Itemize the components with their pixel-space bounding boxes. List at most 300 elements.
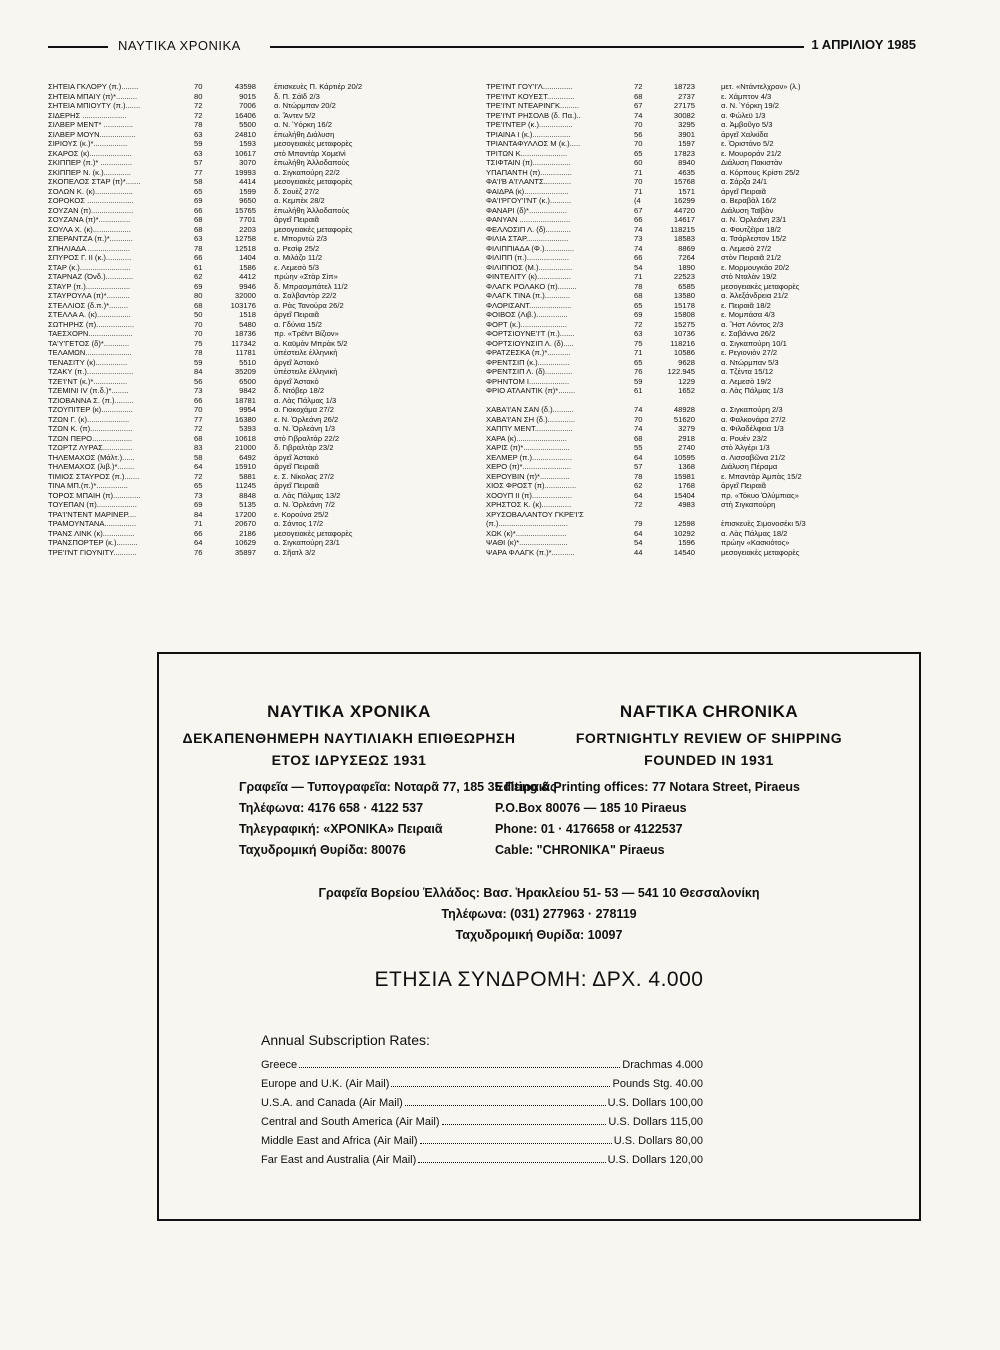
ship-name: ΤΡΕ'Ι'ΝΤ ΡΗΣΟΛΒ (δ. Πα.).. (486, 110, 581, 120)
ship-year: 60 (634, 158, 643, 167)
ship-status: α. Ρὰς Τανούρα 26/2 (274, 300, 344, 310)
ship-status: ἀργεῖ Πειραιᾶ (274, 481, 320, 490)
ship-year: 63 (634, 329, 643, 338)
ship-year: 61 (634, 386, 643, 395)
ship-status: α. Φιλαδέλφεια 1/3 (721, 424, 784, 433)
ship-row (48, 177, 460, 187)
ship-row (486, 215, 906, 225)
ship-status: ε. Μπαντὰρ Ἀμπὰς 15/2 (721, 471, 802, 481)
ship-name: ΦΙΝΤΕΛΙΤΥ (κ)................ (486, 272, 571, 281)
rate-row (261, 1056, 703, 1071)
ship-name: ΦΟΡΤΣΙΟΥΝΣΙΠ Λ. (δ)..... (486, 338, 574, 348)
gr-title: ΝΑΥΤΙΚΑ ΧΡΟΝΙΚΑ (267, 702, 431, 721)
ship-name: ΦΑΝΑΡΙ (δ)*.................. (486, 205, 567, 215)
ship-year: 80 (194, 291, 203, 300)
ship-tonnage: 10618 (234, 433, 256, 443)
ship-tonnage: 9842 (239, 386, 256, 395)
ship-year: 55 (634, 443, 643, 452)
ship-year: 58 (194, 177, 203, 186)
ship-status: στὸ Γιβραλτὰρ 22/2 (274, 433, 340, 443)
ship-name: ΦΕΛΛΟΣΙΠ Λ. (δ)............ (486, 224, 571, 234)
ship-year: 44 (634, 547, 643, 557)
ship-row (486, 491, 906, 501)
ship-name: ΣΟΡΟΚΟΣ ...................... (48, 196, 134, 205)
ship-year: 77 (194, 414, 203, 424)
ship-status: α. Σιγκαπούρη 10/1 (721, 338, 787, 348)
ship-year: 63 (194, 129, 203, 139)
ship-tonnage: 12518 (234, 243, 256, 253)
ship-tonnage: 1890 (678, 262, 695, 272)
ship-name: ΥΠΑΠΑΝΤΗ (π)............... (486, 167, 572, 177)
ship-name: ΦΑ'Ι'ΡΓΟΥ'Ι'ΝΤ (κ.).......... (486, 196, 572, 205)
ship-tonnage: 117342 (231, 338, 256, 348)
ship-status: πρ. «Τόκυο Ὀλύμπιας» (721, 490, 799, 500)
ship-tonnage: 3295 (678, 120, 695, 129)
ship-row (486, 291, 906, 301)
ship-row (486, 386, 906, 396)
header-rule-right (270, 46, 804, 48)
ship-list-right (486, 82, 906, 557)
ship-row (48, 92, 460, 102)
ship-status: μεσογειακὲς μεταφορὲς (274, 177, 353, 186)
ship-year: 66 (634, 215, 643, 224)
gr-offices: Γραφεῖα — Τυπογραφεῖα: Νοταρᾶ 77, 185 35 Πειραιᾶς (239, 780, 557, 794)
ship-tonnage: 30082 (673, 110, 695, 120)
ship-row (486, 529, 906, 539)
ship-year: 68 (634, 91, 643, 101)
ship-status: ε. Σ. Νίκολας 27/2 (274, 471, 335, 481)
ship-tonnage: 5510 (239, 357, 256, 367)
ship-name: ΤΖΩΝ ΠΕΡΟ................... (48, 433, 133, 443)
ship-year: 65 (194, 481, 203, 490)
ship-tonnage: 103176 (230, 300, 256, 310)
ship-name: ΦΛΟΡΙΣΑΝΤ.................... (486, 300, 572, 310)
ship-year: 78 (194, 243, 203, 253)
ship-tonnage: 18781 (234, 395, 256, 405)
ship-year: 67 (634, 101, 643, 110)
ship-year: 68 (194, 215, 203, 224)
ship-name: ΦΡΑΤΖΕΣΚΑ (π.)*........... (486, 348, 571, 357)
ship-row (486, 139, 906, 149)
gr-founded: ΕΤΟΣ ΙΔΡΥΣΕΩΣ 1931 (271, 752, 427, 768)
ship-status: ε. Ὀριστάνο 5/2 (721, 139, 774, 148)
ship-name: ΤΙΝΑ ΜΠ.(π.)*............... (48, 481, 128, 490)
ship-name: ΦΡΕΝΤΣΙΠ (κ.)............... (486, 357, 570, 367)
ship-row (486, 92, 906, 102)
ship-status: στὸν Πειραιᾶ 21/2 (721, 253, 782, 262)
ship-status: α. Ντώρμπαν 5/3 (721, 357, 779, 367)
north-phones: Τηλέφωνα: (031) 277963 · 278119 (441, 907, 637, 921)
ship-status: ε. Χάμπτον 4/3 (721, 91, 772, 101)
ship-row (486, 149, 906, 159)
ship-name: ΤΖΩΝ Γ. (κ).................... (48, 414, 130, 424)
ship-year: 83 (194, 443, 203, 452)
ship-tonnage: 6585 (678, 281, 695, 291)
ship-tonnage: 19993 (234, 167, 256, 177)
ship-name: ΤΖΩΡΤΖ ΛΥΡΑΣ.............. (48, 443, 133, 452)
ship-tonnage: 118215 (670, 224, 695, 234)
ship-name: ΤΟΥΕΠΑΝ (π)................... (48, 500, 137, 509)
ship-tonnage: 8869 (678, 243, 695, 253)
ship-row (48, 453, 460, 463)
ship-tonnage: 3901 (678, 129, 695, 139)
ship-name: ΤΡΙΑΙΝΑ Ι (κ.).................. (486, 129, 571, 139)
ship-name: ΤΖΕΜΙΝΙ ΙV (π.δ.)*........ (48, 386, 129, 395)
ship-name: ΤΣΙΦΤΑΙΝ (π).................. (486, 158, 571, 167)
ship-row (486, 510, 906, 520)
ship-status: πρώην «Στὰρ Σὶπ» (274, 272, 338, 281)
ship-year: 75 (634, 338, 643, 348)
ship-row (486, 434, 906, 444)
ship-name: ΤΡΕ'Ι'ΝΤΕΡ (κ.)................ (486, 120, 573, 129)
ship-year: 63 (194, 234, 203, 243)
ship-year: 72 (634, 500, 643, 509)
ship-year: 56 (634, 129, 643, 139)
ship-tonnage: 8940 (678, 158, 695, 167)
ship-year: 75 (194, 338, 203, 348)
ship-tonnage: 27175 (673, 101, 695, 110)
ship-status: α. Φαλκονάρα 27/2 (721, 414, 786, 424)
ship-tonnage: 4983 (678, 500, 695, 509)
ship-tonnage: 14617 (673, 215, 695, 224)
ship-name: ΣΟΛΩΝ Κ. (κ).................. (48, 186, 133, 196)
ship-row (486, 120, 906, 130)
ship-tonnage: 9650 (239, 196, 256, 205)
ship-status: α. Τζέντα 15/12 (721, 367, 774, 376)
ship-name: ΣΚΙΠΠΕΡ Ν. (κ.)............. (48, 167, 132, 177)
ship-status: α. Ἄντεν 5/2 (274, 110, 316, 120)
ship-status: δ. Μπρασμπάτελ 11/2 (274, 281, 348, 291)
ship-tonnage: 15808 (673, 310, 695, 319)
gr-pobox: Ταχυδρομική Θυρίδα: 80076 (239, 843, 406, 857)
ship-name: ΤΗΛΕΜΑΧΟΣ (λιβ.)*........ (48, 462, 135, 471)
ship-status: α. Λὰς Πάλμας 13/2 (274, 490, 341, 500)
ship-name: ΤΖΕ'Ι'ΝΤ (κ.)*................ (48, 376, 128, 386)
ship-year: 74 (634, 424, 643, 433)
ship-name: ΣΗΤΕΙΑ ΜΠΙΟΥΤΥ (π.)....... (48, 101, 141, 110)
ship-tonnage: 1571 (678, 186, 695, 196)
ship-tonnage: 24810 (234, 129, 256, 139)
ship-name: ΤΑΕΣΧΟΡΝ..................... (48, 329, 133, 338)
ship-year: 72 (194, 471, 203, 481)
ship-status: α. Φουτζέϊρα 18/2 (721, 224, 781, 234)
ship-name: ΤΡΑ'Ι'ΝΤΕΝΤ ΜΑΡΙΝΕΡ.... (48, 509, 137, 519)
ship-tonnage: 15178 (673, 300, 695, 310)
rate-price: U.S. Dollars 100,00 (607, 1097, 703, 1109)
ship-status: ἀργεῖ Πειραιᾶ (274, 462, 320, 471)
ship-row (48, 263, 460, 273)
ship-year: 57 (634, 462, 643, 471)
ship-year: 67 (634, 205, 643, 215)
ship-name: ΣΠΥΡΟΣ Γ. ΙΙ (κ.)............ (48, 253, 132, 262)
ship-status: ε. Κορούνα 25/2 (274, 509, 329, 519)
ship-status: α. Λεμεσὸ 19/2 (721, 376, 772, 386)
ship-year: 71 (634, 348, 643, 357)
ship-year: 64 (634, 528, 643, 538)
header-title: ΝΑΥΤΙΚΑ ΧΡΟΝΙΚΑ (118, 38, 241, 53)
ship-year: 74 (634, 110, 643, 120)
ship-row (48, 215, 460, 225)
ship-row (48, 462, 460, 472)
ship-tonnage: 1404 (239, 253, 256, 262)
ship-status: στὸ Νταλὰν 19/2 (721, 272, 777, 281)
page-header (48, 36, 916, 56)
ship-row (48, 149, 460, 159)
ship-row (48, 529, 460, 539)
ship-name: ΤΡΕ'Ι'ΝΤ ΚΟΥΕΣΤ............. (486, 91, 575, 101)
ship-tonnage: 15768 (673, 177, 695, 186)
ship-tonnage: 16406 (234, 110, 256, 120)
ship-status: α. Λὰς Πάλμας 1/3 (274, 395, 337, 405)
ship-row (48, 538, 460, 548)
ship-status: ἐπισκευὲς Π. Κάρτιέρ 20/2 (274, 82, 363, 91)
ship-status: α. Ρεσὶφ 25/2 (274, 243, 320, 253)
ship-name: ΣΗΤΕΙΑ ΜΠΑΙΥ (π)*.......... (48, 91, 138, 101)
ship-row (486, 310, 906, 320)
ship-status: ε. Ρεγιονιὸν 27/2 (721, 348, 778, 357)
ship-name: ΤΙΜΙΟΣ ΣΤΑΥΡΟΣ (π.)....... (48, 471, 140, 481)
ship-year: 70 (634, 120, 643, 129)
ship-year: 66 (634, 253, 643, 262)
ship-row (486, 111, 906, 121)
ship-year: 66 (194, 528, 203, 538)
gr-subtitle: ΔΕΚΑΠΕΝΘΗΜΕΡΗ ΝΑΥΤΙΛΙΑΚΗ ΕΠΙΘΕΩΡΗΣΗ (182, 730, 516, 746)
ship-tonnage: 3070 (239, 158, 256, 167)
ship-row (48, 225, 460, 235)
ship-tonnage: 10586 (673, 348, 695, 357)
ship-row (486, 282, 906, 292)
ship-status: μεσογειακὲς μεταφορὲς (721, 281, 800, 291)
ship-row (48, 424, 460, 434)
ship-tonnage: 22523 (673, 272, 695, 281)
ship-tonnage: 15910 (234, 462, 256, 471)
ship-year: 70 (634, 177, 643, 186)
ship-tonnage: 15404 (673, 490, 695, 500)
ship-tonnage: 18583 (673, 234, 695, 243)
ship-status: στὸ Ἀλγέρι 1/3 (721, 443, 770, 452)
ship-year: 61 (194, 262, 203, 272)
ship-row (48, 196, 460, 206)
ship-row (48, 139, 460, 149)
ship-year: 64 (194, 538, 203, 547)
ship-row (48, 253, 460, 263)
ship-name: ΦΡΙΟ ΑΤΛΑΝΤΙΚ (π)*........ (486, 386, 576, 395)
ship-year: 69 (194, 500, 203, 509)
ship-name: ΣΗΤΕΙΑ ΓΚΛΟΡΥ (π.)........ (48, 82, 139, 91)
ship-name: ΣΠΕΡΑΝΤΖΑ (π.)*........... (48, 234, 133, 243)
ship-year: 59 (194, 139, 203, 148)
ship-tonnage: 4412 (239, 272, 256, 281)
rate-leader-dots (391, 1086, 610, 1087)
ship-name: ΤΕΝΑΣΙΤΥ (κ)............... (48, 357, 128, 367)
ship-row (48, 234, 460, 244)
ship-year: 80 (194, 91, 203, 101)
ship-row (48, 396, 460, 406)
ship-tonnage: 7006 (239, 101, 256, 110)
ship-name: ΧΕΡΟΥΒΙΝ (π)*.............. (486, 471, 570, 481)
ship-tonnage: 20670 (234, 519, 256, 528)
ship-tonnage: 9946 (239, 281, 256, 291)
ship-tonnage: 17823 (673, 148, 695, 158)
rate-region: Middle East and Africa (Air Mail) (261, 1135, 418, 1147)
rate-leader-dots (405, 1105, 606, 1106)
ship-tonnage: 1599 (239, 186, 256, 196)
ship-year: 58 (194, 452, 203, 462)
ship-status: δ. Ντόβερ 18/2 (274, 386, 325, 395)
ship-year: 72 (634, 82, 643, 91)
header-date: 1 ΑΠΡΙΛΙΟΥ 1985 (811, 37, 916, 52)
ship-name: ΣΙΔΕΡΗΣ ..................... (48, 110, 127, 120)
ship-status: ἀργεῖ Ἀστακὸ (274, 376, 319, 386)
rate-price: Drachmas 4.000 (622, 1059, 703, 1071)
ship-name: ΦΡΕΝΤΣΙΠ Λ. (δ)............. (486, 367, 573, 376)
ship-status: α. Σάντος 17/2 (274, 519, 324, 528)
ship-status: μεσογειακὲς μεταφορὲς (274, 139, 353, 148)
ship-row (48, 405, 460, 415)
ship-tonnage: 5393 (239, 424, 256, 433)
ship-year: 78 (194, 348, 203, 357)
ship-name: ΦΙΛΙΠΠ (π.).................... (486, 253, 570, 262)
ship-name: ΤΡΕ'Ι'ΝΤ ΓΙΟΥΝΙΤΥ........... (48, 547, 137, 557)
ship-tonnage: 10595 (673, 452, 695, 462)
ship-tonnage: 1229 (678, 376, 695, 386)
ship-tonnage: 6500 (239, 376, 256, 386)
ship-status: ἀργεῖ Χαλκίδα (721, 129, 769, 139)
ship-tonnage: 9954 (239, 405, 256, 414)
ship-year: 69 (634, 310, 643, 319)
en-subtitle: FORTNIGHTLY REVIEW OF SHIPPING (575, 730, 843, 746)
ship-tonnage: 21000 (234, 443, 256, 452)
ship-name: ΤΟΡΟΣ ΜΠΑΙΗ (π)............. (48, 490, 141, 500)
ship-row (48, 282, 460, 292)
ship-year: 84 (194, 367, 203, 376)
ship-tonnage: 15981 (673, 471, 695, 481)
ship-row (48, 130, 460, 140)
ship-tonnage: 5500 (239, 120, 256, 129)
ship-tonnage: 10617 (234, 148, 256, 158)
ship-status: ε. Πειραιᾶ 18/2 (721, 300, 771, 310)
ship-row (48, 415, 460, 425)
ship-name: ΣΙΛΒΕΡ ΜΕΝΤ* .............. (48, 120, 134, 129)
ship-name: ΣΠΗΛΙΑΔΑ .................... (48, 243, 130, 253)
rate-region: Central and South America (Air Mail) (261, 1116, 440, 1128)
ship-status: α. Καϋμὰν Μπρὰκ 5/2 (274, 338, 348, 348)
ship-row (48, 519, 460, 529)
ship-year: 63 (194, 148, 203, 158)
ship-row (486, 263, 906, 273)
ship-tonnage: 10629 (234, 538, 256, 547)
ship-row (48, 244, 460, 254)
ship-year: 68 (634, 433, 643, 443)
ship-name: ΤΖΩΝ Κ. (π).................... (48, 424, 133, 433)
ship-tonnage: 7701 (239, 215, 256, 224)
ship-tonnage: 8848 (239, 490, 256, 500)
ship-name: ΤΕΛΑΜΩΝ...................... (48, 348, 132, 357)
ship-status: ἐπωλήθη Ἀλλοδαποὺς (274, 205, 350, 215)
en-offices: Editing & Printing offices: 77 Notara Street, Piraeus (495, 780, 800, 794)
ship-tonnage: 12758 (234, 234, 256, 243)
ship-row (486, 206, 906, 216)
rate-price: U.S. Dollars 120,00 (607, 1154, 703, 1166)
ship-tonnage: 5480 (239, 319, 256, 329)
ship-tonnage: 43598 (234, 82, 256, 91)
ship-name: ΤΡΕ'Ι'ΝΤ ΝΤΕΑΡΙΝΓΚ......... (486, 101, 580, 110)
ship-name: ΧΑΡΑ (κ)........................ (486, 433, 567, 443)
en-title: NAFTIKA CHRONIKA (619, 702, 799, 721)
ship-status: α. Ἀμβοῦγο 5/3 (721, 120, 773, 129)
ship-status: μετ. «Ντάντελχρον» (λ.) (721, 82, 801, 91)
ship-row (48, 168, 460, 178)
ship-status: α. Σαλβαντὸρ 22/2 (274, 291, 337, 300)
ship-row (48, 491, 460, 501)
ship-row (486, 367, 906, 377)
ship-year: 54 (634, 538, 643, 547)
ship-tonnage: 2740 (678, 443, 695, 452)
rate-price: Pounds Stg. 40.00 (612, 1078, 703, 1090)
ship-row (48, 310, 460, 320)
ship-row (486, 443, 906, 453)
ship-row (486, 453, 906, 463)
ship-row (486, 253, 906, 263)
ship-tonnage: 16380 (234, 414, 256, 424)
ship-year: 70 (194, 319, 203, 329)
ship-status: ἐπωλήθη Ἀλλοδαποὺς (274, 158, 350, 167)
ship-row (486, 548, 906, 558)
ship-year: 71 (634, 167, 643, 177)
ship-year: 65 (634, 148, 643, 158)
ship-tonnage: 1652 (678, 386, 695, 395)
masthead-box (157, 652, 921, 1221)
ship-name: ΤΡΕ'Ι'ΝΤ ΓΟΥ'Ι'Λ.............. (486, 82, 573, 91)
rate-price: U.S. Dollars 80,00 (613, 1135, 703, 1147)
rate-row (261, 1151, 703, 1166)
ship-tonnage: 1768 (678, 481, 695, 490)
ship-year: 62 (634, 481, 643, 490)
ship-year: 73 (194, 386, 203, 395)
ship-row (486, 377, 906, 387)
ship-name: ΦΙΛΙΠΠΙΑΔΑ (Φ.).............. (486, 243, 575, 253)
ship-row (48, 339, 460, 349)
ship-year: 78 (634, 281, 643, 291)
ship-status: α. Λεμεσὸ 27/2 (721, 243, 772, 253)
ship-row (486, 82, 906, 92)
ship-tonnage: 13580 (673, 291, 695, 300)
ship-year: 77 (194, 167, 203, 177)
ship-row (48, 367, 460, 377)
ship-row (486, 177, 906, 187)
ship-tonnage: 10292 (673, 528, 695, 538)
header-rule-left (48, 46, 108, 48)
ship-status: α. Ν. Ὑόρκη 16/2 (274, 120, 332, 129)
ship-row (486, 301, 906, 311)
ship-row (486, 500, 906, 510)
north-offices: Γραφεῖα Βορείου Ἑλλάδος: Βασ. Ἡρακλείου 51- 53 — 541 10 Θεσσαλονίκη (318, 886, 760, 900)
ship-tonnage: 18736 (234, 329, 256, 338)
ship-row (486, 405, 906, 415)
ship-year: 70 (194, 405, 203, 414)
ship-status: α. Ἀλεξάνδρεια 21/2 (721, 291, 789, 300)
ship-name: ΦΙΛΙΠΠΟΣ (Μ.)................ (486, 262, 573, 272)
ship-status: α. Λὰς Πάλμας 1/3 (721, 386, 784, 395)
ship-status: α. Σῆατλ 3/2 (274, 547, 316, 557)
ship-status: α. Μιλάζο 11/2 (274, 253, 323, 262)
ship-year: 65 (194, 186, 203, 196)
ship-year: 70 (634, 414, 643, 424)
ship-name: (π.)................................. (486, 519, 569, 528)
ship-status: Διάλυση Πακιστὰν (721, 158, 783, 167)
ship-year: 71 (194, 519, 203, 528)
ship-status: ε. Σαβάννα 26/2 (721, 329, 776, 338)
